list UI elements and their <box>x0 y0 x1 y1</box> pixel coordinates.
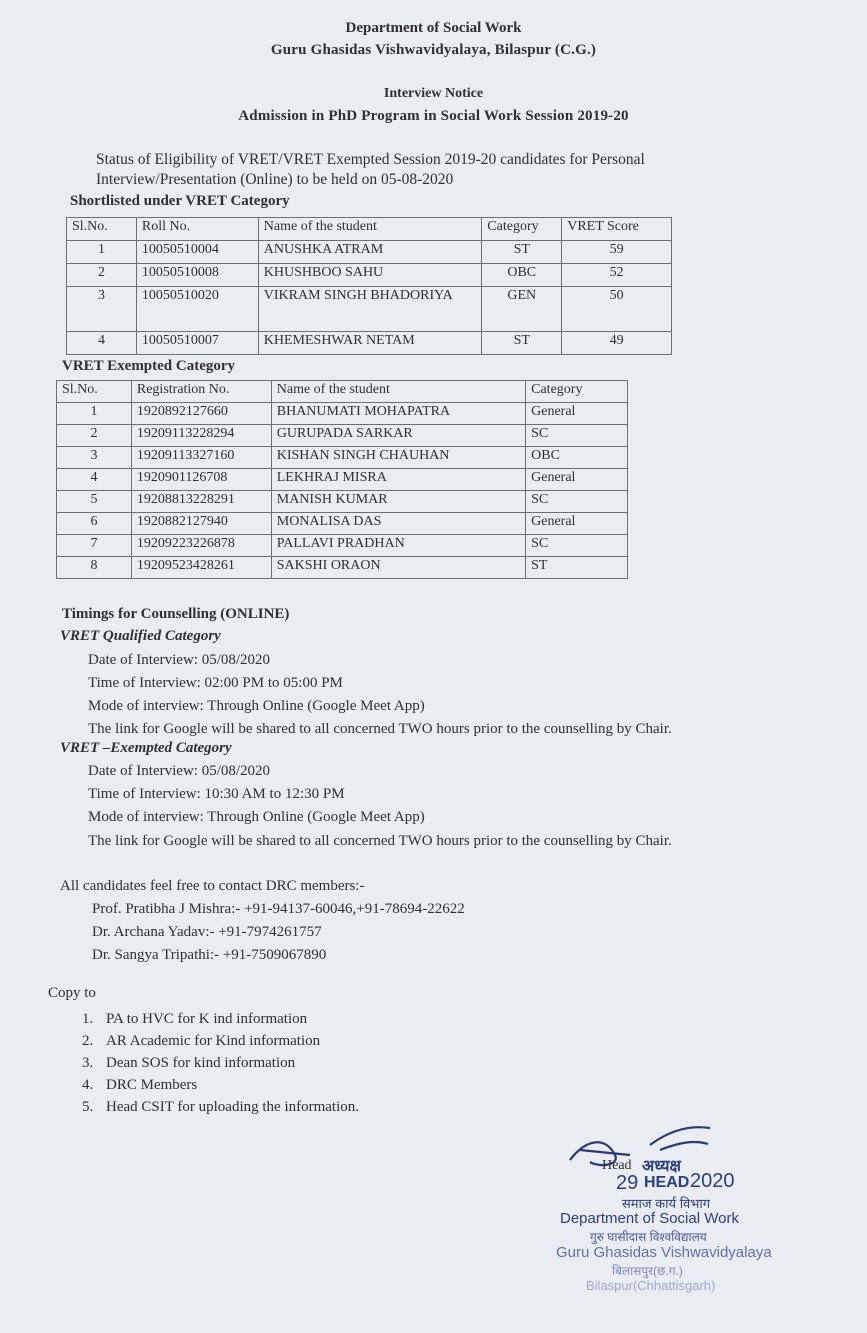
university-stamp: Guru Ghasidas Vishwavidyalaya <box>556 1244 772 1261</box>
hindi-head: अध्यक्ष <box>642 1158 681 1175</box>
table-row <box>57 513 628 535</box>
university-heading: Guru Ghasidas Vishwavidyalaya, Bilaspur (C.G.) <box>270 42 597 58</box>
vret-table <box>66 217 672 355</box>
head-stamp: HEAD <box>644 1174 690 1191</box>
department-heading: Department of Social Work <box>345 20 522 36</box>
intro-paragraph: Status of Eligibility of VRET/VRET Exempted Session 2019-20 candidates for Personal Interview/Presentation (Online) to be held on 05-08-2020 <box>96 151 645 188</box>
hindi-university: गुरु घासीदास विश्वविद्यालय <box>590 1230 707 1244</box>
table-header-row <box>67 218 672 241</box>
table-row <box>57 403 628 425</box>
table-cell: 4 <box>67 332 137 355</box>
table-cell: 5 <box>57 491 132 513</box>
table-row <box>67 332 672 355</box>
col-header: VRET Score <box>562 218 672 241</box>
list-item: 5. Head CSIT for uploading the information. <box>82 1099 360 1115</box>
table-cell: General <box>526 469 628 491</box>
hindi-department: समाज कार्य विभाग <box>622 1196 711 1211</box>
table-cell: SAKSHI ORAON <box>271 557 525 579</box>
table-cell: 10050510004 <box>136 241 258 264</box>
qualified-subtitle: VRET Qualified Category <box>60 628 221 644</box>
head-label: Head <box>602 1158 632 1173</box>
col-header: Category <box>482 218 562 241</box>
handwritten-date: 29 <box>616 1172 639 1194</box>
table-cell: SC <box>526 425 628 447</box>
list-item: 3. Dean SOS for kind information <box>82 1055 296 1071</box>
exempted-subtitle: VRET –Exempted Category <box>60 740 232 756</box>
table-cell: 19209523428261 <box>131 557 271 579</box>
table-row <box>57 535 628 557</box>
list-item: 2. AR Academic for Kind information <box>82 1033 321 1049</box>
notice-heading: Interview Notice <box>383 86 484 101</box>
copy-to-title: Copy to <box>48 985 96 1001</box>
table-cell: 10050510020 <box>136 287 258 332</box>
exempted-time: Time of Interview: 10:30 AM to 12:30 PM <box>88 786 345 802</box>
table-cell: 10050510007 <box>136 332 258 355</box>
contact-item: Dr. Sangya Tripathi:- +91-7509067890 <box>92 947 327 963</box>
exempted-date: Date of Interview: 05/08/2020 <box>88 763 271 779</box>
table-cell: KHEMESHWAR NETAM <box>258 332 482 355</box>
table-cell: 1920882127940 <box>131 513 271 535</box>
table-cell: MONALISA DAS <box>271 513 525 535</box>
table-cell: General <box>526 513 628 535</box>
table-header-row <box>57 381 628 403</box>
copy-to-list <box>82 1008 359 1118</box>
table-cell: SC <box>526 491 628 513</box>
col-header: Category <box>526 381 628 403</box>
table-row <box>67 241 672 264</box>
col-header: Roll No. <box>136 218 258 241</box>
table-cell: 8 <box>57 557 132 579</box>
contact-item: Dr. Archana Yadav:- +91-7974261757 <box>92 924 322 940</box>
table-cell: 59 <box>562 241 672 264</box>
table-cell: ST <box>482 332 562 355</box>
table-cell: 3 <box>57 447 132 469</box>
table-cell: BHANUMATI MOHAPATRA <box>271 403 525 425</box>
hindi-city: बिलासपुर(छ.ग.) <box>612 1264 683 1278</box>
exempted-section-title: VRET Exempted Category <box>62 358 236 374</box>
qualified-time: Time of Interview: 02:00 PM to 05:00 PM <box>88 675 343 691</box>
table-cell: 2 <box>67 264 137 287</box>
table-cell: OBC <box>482 264 562 287</box>
table-cell: KISHAN SINGH CHAUHAN <box>271 447 525 469</box>
handwritten-year: 2020 <box>690 1170 735 1192</box>
table-row <box>67 287 672 332</box>
department-stamp: Department of Social Work <box>560 1210 739 1227</box>
contact-item: Prof. Pratibha J Mishra:- +91-94137-60046,+91-78694-22622 <box>92 901 465 917</box>
table-cell: LEKHRAJ MISRA <box>271 469 525 491</box>
list-item: 4. DRC Members <box>82 1077 198 1093</box>
col-header: Sl.No. <box>57 381 132 403</box>
table-cell: 19209113327160 <box>131 447 271 469</box>
table-cell: 1920901126708 <box>131 469 271 491</box>
table-cell: 7 <box>57 535 132 557</box>
table-cell: ANUSHKA ATRAM <box>258 241 482 264</box>
table-cell: 49 <box>562 332 672 355</box>
table-cell: KHUSHBOO SAHU <box>258 264 482 287</box>
table-cell: 10050510008 <box>136 264 258 287</box>
table-cell: 3 <box>67 287 137 332</box>
table-cell: MANISH KUMAR <box>271 491 525 513</box>
qualified-link-note: The link for Google will be shared to all concerned TWO hours prior to the counselling by Chair. <box>88 721 672 737</box>
table-row <box>67 264 672 287</box>
col-header: Registration No. <box>131 381 271 403</box>
table-row <box>57 491 628 513</box>
timings-title: Timings for Counselling (ONLINE) <box>62 606 290 622</box>
table-cell: 2 <box>57 425 132 447</box>
table-cell: 6 <box>57 513 132 535</box>
table-cell: 52 <box>562 264 672 287</box>
table-row <box>57 447 628 469</box>
exempted-mode: Mode of interview: Through Online (Google Meet App) <box>88 809 425 825</box>
table-cell: SC <box>526 535 628 557</box>
table-cell: 1 <box>67 241 137 264</box>
table-cell: 50 <box>562 287 672 332</box>
qualified-mode: Mode of interview: Through Online (Google Meet App) <box>88 698 425 714</box>
table-cell: GURUPADA SARKAR <box>271 425 525 447</box>
col-header: Sl.No. <box>67 218 137 241</box>
city-stamp: Bilaspur(Chhattisgarh) <box>586 1278 716 1293</box>
table-row <box>57 557 628 579</box>
table-cell: GEN <box>482 287 562 332</box>
col-header: Name of the student <box>258 218 482 241</box>
col-header: Name of the student <box>271 381 525 403</box>
list-item: 1. PA to HVC for K ind information <box>82 1011 308 1027</box>
table-cell: OBC <box>526 447 628 469</box>
table-cell: 19209223226878 <box>131 535 271 557</box>
admission-heading: Admission in PhD Program in Social Work Session 2019-20 <box>238 108 629 124</box>
exempted-link-note: The link for Google will be shared to all concerned TWO hours prior to the counselling by Chair. <box>88 833 672 849</box>
table-cell: 4 <box>57 469 132 491</box>
table-cell: ST <box>526 557 628 579</box>
table-cell: ST <box>482 241 562 264</box>
qualified-date: Date of Interview: 05/08/2020 <box>88 652 271 668</box>
table-cell: PALLAVI PRADHAN <box>271 535 525 557</box>
table-cell: 1920892127660 <box>131 403 271 425</box>
table-cell: VIKRAM SINGH BHADORIYA <box>258 287 482 332</box>
vret-section-title: Shortlisted under VRET Category <box>70 193 290 209</box>
contact-intro: All candidates feel free to contact DRC members:- <box>60 878 365 894</box>
table-cell: 19208813228291 <box>131 491 271 513</box>
table-cell: General <box>526 403 628 425</box>
table-row <box>57 425 628 447</box>
table-cell: 1 <box>57 403 132 425</box>
table-cell: 19209113228294 <box>131 425 271 447</box>
table-row <box>57 469 628 491</box>
exempted-table <box>56 380 628 579</box>
